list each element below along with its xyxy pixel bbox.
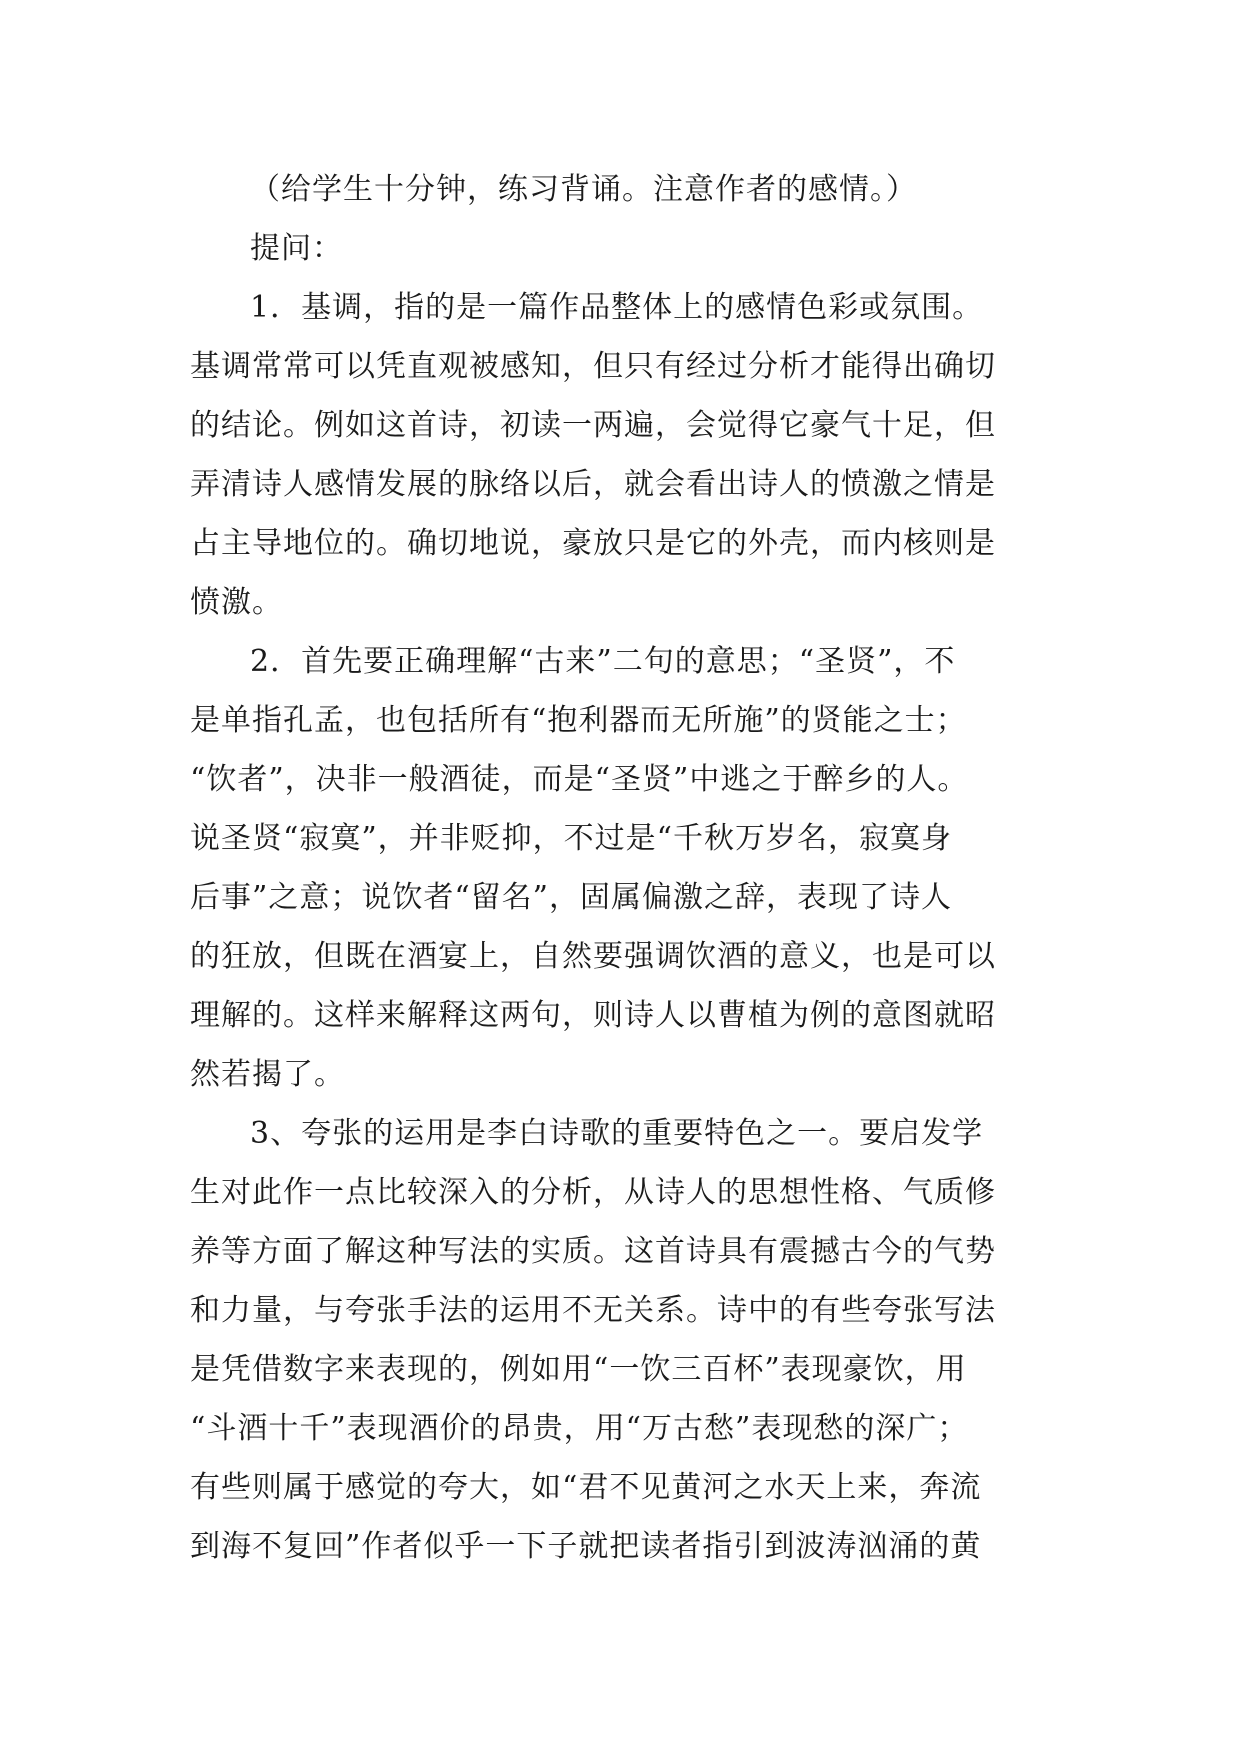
paragraph-3-line-4: 和力量，与夸张手法的运用不无关系。诗中的有些夸张写法	[190, 1293, 996, 1328]
paragraph-3-line-3: 养等方面了解这种写法的实质。这首诗具有震撼古今的气势	[190, 1234, 996, 1269]
paragraph-2-line-4: 说圣贤“寂寞”，并非贬抑，不过是“千秋万岁名，寂寞身	[190, 821, 953, 856]
document-body	[190, 160, 1050, 1576]
paragraph-2-line-7: 理解的。这样来解释这两句，则诗人以曹植为例的意图就昭	[190, 998, 996, 1033]
paragraph-2-line-2: 是单指孔孟，也包括所有“抱利器而无所施”的贤能之士；	[190, 703, 967, 738]
paragraph-1-line-3: 的结论。例如这首诗，初读一两遍，会觉得它豪气十足，但	[190, 408, 996, 443]
paragraph-3-line-5: 是凭借数字来表现的，例如用“一饮三百杯”表现豪饮，用	[190, 1352, 967, 1387]
question-heading: 提问：	[250, 231, 343, 266]
paragraph-1-line-2: 基调常常可以凭直观被感知，但只有经过分析才能得出确切	[190, 349, 996, 384]
paragraph-1-line-4: 弄清诗人感情发展的脉络以后，就会看出诗人的愤激之情是	[190, 467, 996, 502]
paragraph-1-line-6: 愤激。	[190, 585, 283, 620]
paragraph-3-line-1: 3、夸张的运用是李白诗歌的重要特色之一。要启发学	[250, 1116, 984, 1151]
paragraph-2-line-6: 的狂放，但既在酒宴上，自然要强调饮酒的意义，也是可以	[190, 939, 996, 974]
paragraph-2-line-3: “饮者”，决非一般酒徒，而是“圣贤”中逃之于醉乡的人。	[190, 762, 969, 797]
paragraph-3-line-2: 生对此作一点比较深入的分析，从诗人的思想性格、气质修	[190, 1175, 996, 1210]
paragraph-2-line-5: 后事”之意；说饮者“留名”，固属偏激之辞，表现了诗人	[190, 880, 953, 915]
paragraph-1-line-1: 1．基调，指的是一篇作品整体上的感情色彩或氛围。	[250, 290, 984, 325]
paragraph-3-line-6: “斗酒十千”表现酒价的昂贵，用“万古愁”表现愁的深广；	[190, 1411, 969, 1446]
instruction-line: （给学生十分钟，练习背诵。注意作者的感情。）	[250, 172, 917, 207]
paragraph-1-line-5: 占主导地位的。确切地说，豪放只是它的外壳，而内核则是	[190, 526, 996, 561]
paragraph-3-line-8: 到海不复回”作者似乎一下子就把读者指引到波涛汹涌的黄	[190, 1529, 982, 1564]
paragraph-2-line-8: 然若揭了。	[190, 1057, 345, 1092]
paragraph-3-line-7: 有些则属于感觉的夸大，如“君不见黄河之水天上来，奔流	[190, 1470, 982, 1505]
paragraph-2-line-1: 2．首先要正确理解“古来”二句的意思；“圣贤”，不	[250, 644, 956, 679]
